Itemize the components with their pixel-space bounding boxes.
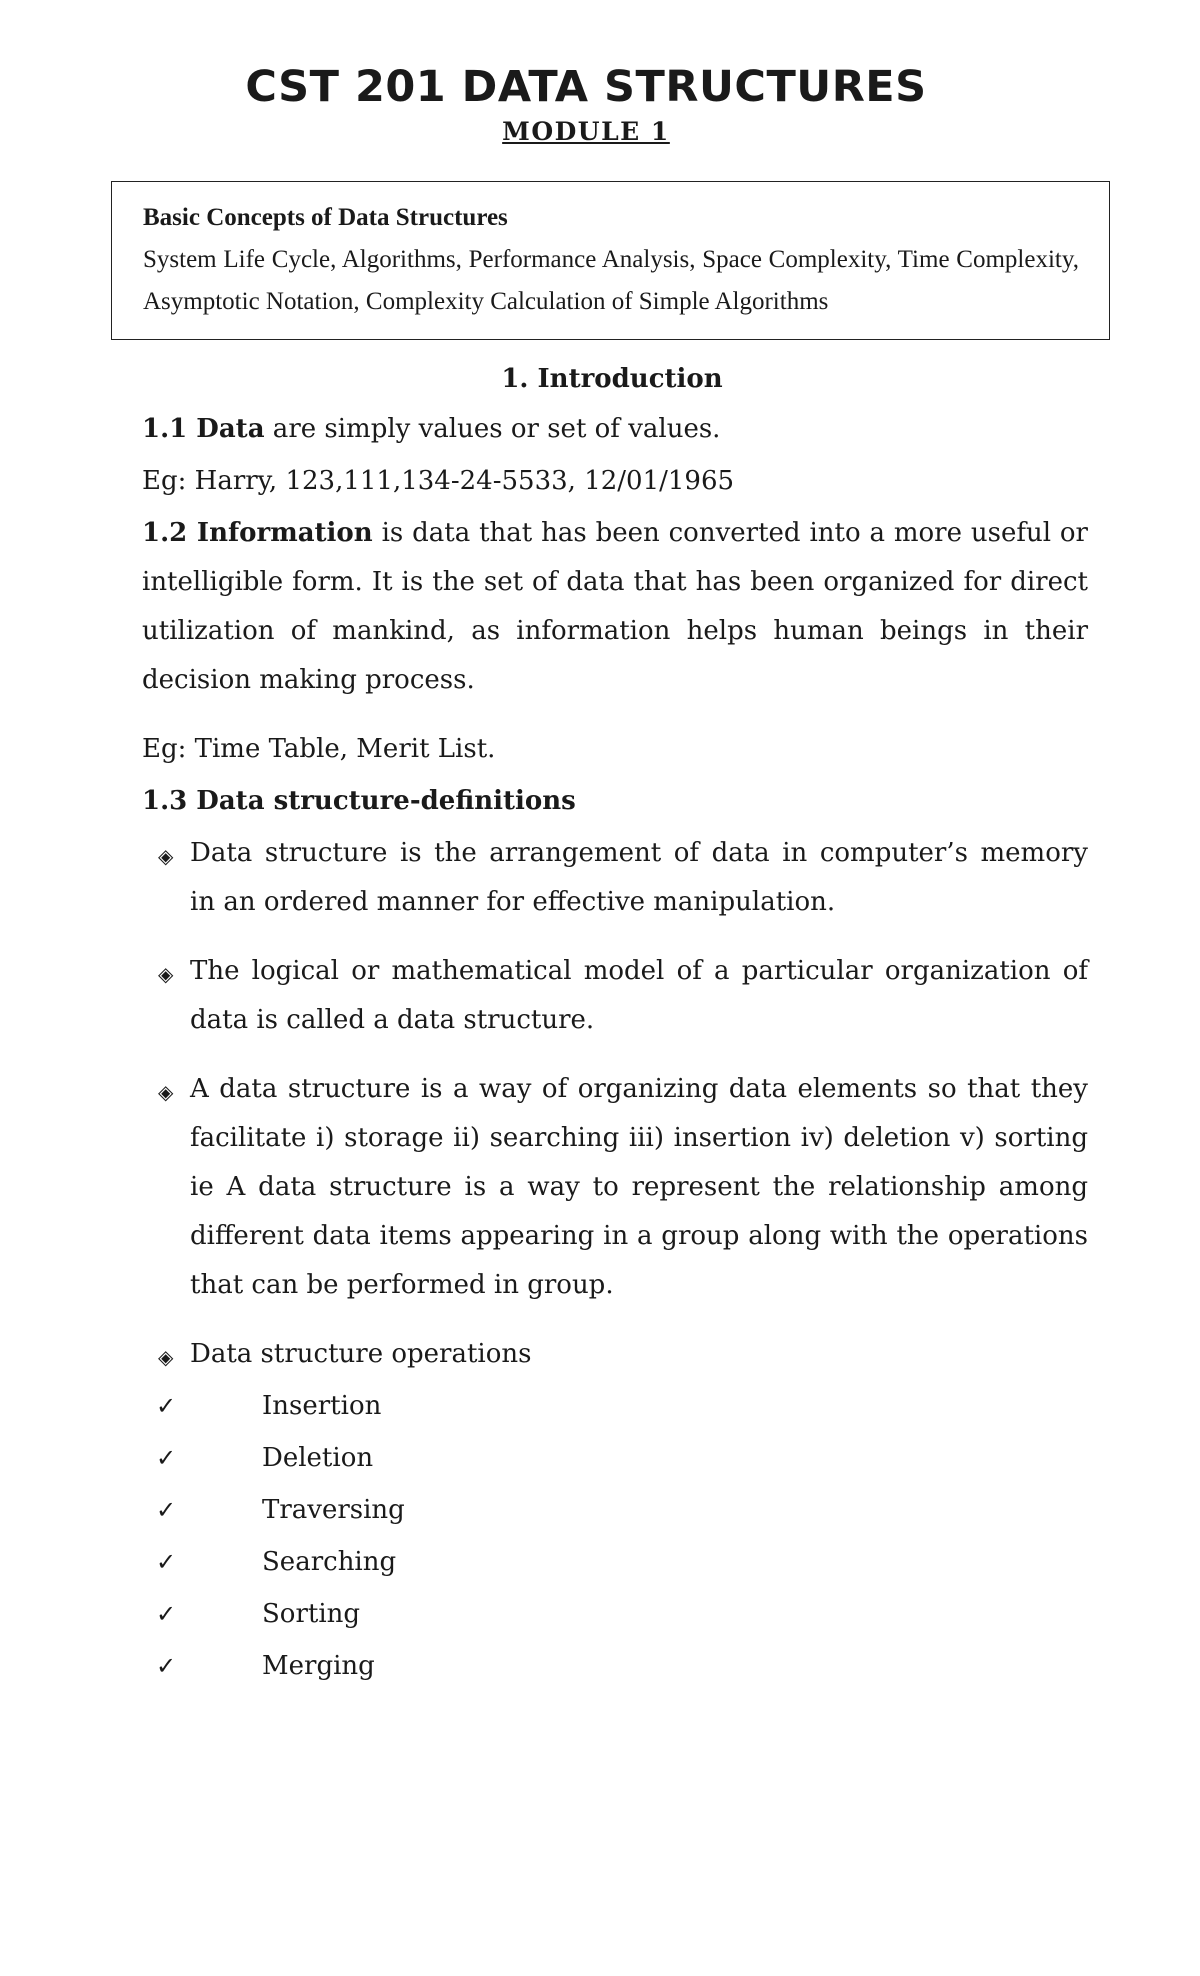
operation-item: Sorting bbox=[262, 1599, 361, 1629]
checkmark-icon: ✓ bbox=[156, 1444, 177, 1472]
information-text: is data that has been converted into a more useful or bbox=[372, 518, 1088, 548]
operation-item: Merging bbox=[262, 1651, 375, 1681]
bullet-3-line-1: A data structure is a way of organizing data elements so that they bbox=[190, 1074, 1088, 1104]
syllabus-heading: Basic Concepts of Data Structures bbox=[143, 204, 508, 231]
information-label: 1.2 Information bbox=[142, 518, 373, 548]
operation-item: Searching bbox=[262, 1547, 397, 1577]
checkmark-icon: ✓ bbox=[156, 1392, 177, 1420]
checkmark-icon: ✓ bbox=[156, 1548, 177, 1576]
information-example: Eg: Time Table, Merit List. bbox=[142, 734, 496, 764]
bullet-1-line-1: Data structure is the arrangement of data in computer’s memory bbox=[190, 838, 1088, 868]
bullet-3-line-4: different data items appearing in a group along with the operations bbox=[190, 1221, 1088, 1251]
bullet-2-line-2: data is called a data structure. bbox=[190, 1005, 595, 1035]
data-definition bbox=[142, 414, 720, 444]
information-line-1 bbox=[142, 518, 1088, 548]
operation-item: Insertion bbox=[262, 1391, 382, 1421]
document-title: CST 201 DATA STRUCTURES bbox=[245, 62, 927, 112]
diamond-bullet-icon: ◈ bbox=[158, 962, 174, 986]
operation-item: Deletion bbox=[262, 1443, 374, 1473]
syllabus-box bbox=[111, 181, 1110, 340]
diamond-bullet-icon: ◈ bbox=[158, 1080, 174, 1104]
bullet-3-line-3: ie A data structure is a way to represent the relationship among bbox=[190, 1172, 1088, 1202]
information-line-2: intelligible form. It is the set of data that has been organized for direct bbox=[142, 567, 1088, 597]
module-subtitle: MODULE 1 bbox=[502, 117, 670, 146]
diamond-bullet-icon: ◈ bbox=[158, 844, 174, 868]
bullet-1-line-2: in an ordered manner for effective manipulation. bbox=[190, 887, 836, 917]
bullet-3-line-2: facilitate i) storage ii) searching iii) insertion iv) deletion v) sorting bbox=[190, 1123, 1088, 1153]
syllabus-line-2: Asymptotic Notation, Complexity Calculation of Simple Algorithms bbox=[143, 288, 829, 315]
checkmark-icon: ✓ bbox=[156, 1496, 177, 1524]
diamond-bullet-icon: ◈ bbox=[158, 1345, 174, 1369]
bullet-2-line-1: The logical or mathematical model of a particular organization of bbox=[190, 956, 1088, 986]
information-line-4: decision making process. bbox=[142, 665, 475, 695]
bullet-4-line-1: Data structure operations bbox=[190, 1339, 532, 1369]
bullet-3-line-5: that can be performed in group. bbox=[190, 1270, 614, 1300]
definitions-heading-text: 1.3 Data structure-definitions bbox=[142, 786, 576, 816]
section-heading-definitions bbox=[142, 786, 576, 816]
syllabus-line-1: System Life Cycle, Algorithms, Performance Analysis, Space Complexity, Time Complexity, bbox=[143, 246, 1079, 273]
data-example: Eg: Harry, 123,111,134-24-5533, 12/01/1965 bbox=[142, 466, 735, 496]
data-definition-text: are simply values or set of values. bbox=[264, 414, 721, 444]
checkmark-icon: ✓ bbox=[156, 1652, 177, 1680]
data-definition-label: 1.1 Data bbox=[142, 414, 265, 444]
information-line-3: utilization of mankind, as information helps human beings in their bbox=[142, 616, 1088, 646]
section-heading-introduction: 1. Introduction bbox=[501, 364, 723, 394]
checkmark-icon: ✓ bbox=[156, 1600, 177, 1628]
operation-item: Traversing bbox=[262, 1495, 405, 1525]
